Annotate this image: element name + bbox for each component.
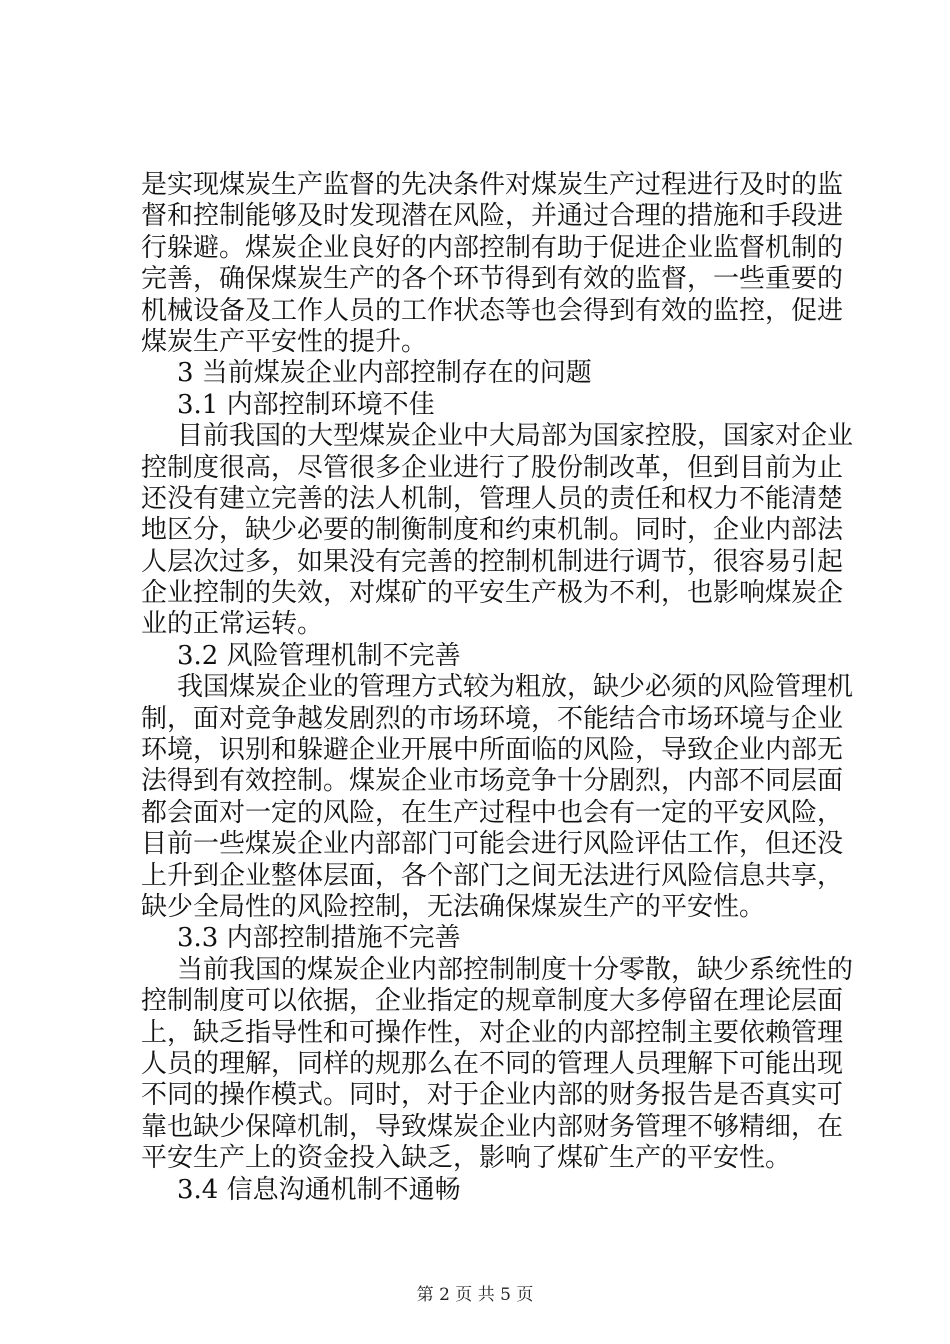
text-line: 法得到有效控制。煤炭企业市场竞争十分剧烈，内部不同层面 <box>141 766 844 797</box>
text-line: 都会面对一定的风险，在生产过程中也会有一定的平安风险， <box>141 797 844 828</box>
subsection-heading: 3.1 内部控制环境不佳 <box>177 389 435 420</box>
text-line: 完善，确保煤炭生产的各个环节得到有效的监督，一些重要的 <box>141 264 844 295</box>
text-line: 人层次过多，如果没有完善的控制机制进行调节，很容易引起 <box>141 546 844 577</box>
text-line: 地区分，缺少必要的制衡制度和约束机制。同时，企业内部法 <box>141 515 844 546</box>
text-line: 环境，识别和躲避企业开展中所面临的风险，导致企业内部无 <box>141 735 844 766</box>
page-number-footer: 第 2 页 共 5 页 <box>416 1285 534 1305</box>
text-line: 缺少全局性的风险控制，无法确保煤炭生产的平安性。 <box>141 891 766 922</box>
text-line: 目前我国的大型煤炭企业中大局部为国家控股，国家对企业 <box>177 421 854 452</box>
text-line: 控制制度可以依据，企业指定的规章制度大多停留在理论层面 <box>141 986 844 1017</box>
text-line: 煤炭生产平安性的提升。 <box>141 326 428 357</box>
text-line: 企业控制的失效，对煤矿的平安生产极为不利，也影响煤炭企 <box>141 578 844 609</box>
subsection-heading: 3.4 信息沟通机制不通畅 <box>177 1174 461 1205</box>
text-line: 人员的理解，同样的规那么在不同的管理人员理解下可能出现 <box>141 1048 844 1079</box>
text-line: 督和控制能够及时发现潜在风险，并通过合理的措施和手段进 <box>141 201 844 232</box>
text-line: 制，面对竞争越发剧烈的市场环境，不能结合市场环境与企业 <box>141 703 844 734</box>
text-line: 我国煤炭企业的管理方式较为粗放，缺少必须的风险管理机 <box>177 672 854 703</box>
text-line: 上，缺乏指导性和可操作性，对企业的内部控制主要依赖管理 <box>141 1017 844 1048</box>
text-line: 当前我国的煤炭企业内部控制制度十分零散，缺少系统性的 <box>177 954 854 985</box>
text-line: 靠也缺少保障机制，导致煤炭企业内部财务管理不够精细，在 <box>141 1111 844 1142</box>
section-heading: 3 当前煤炭企业内部控制存在的问题 <box>177 358 592 389</box>
subsection-heading: 3.3 内部控制措施不完善 <box>177 923 461 954</box>
text-line: 还没有建立完善的法人机制，管理人员的责任和权力不能清楚 <box>141 483 844 514</box>
text-line: 是实现煤炭生产监督的先决条件对煤炭生产过程进行及时的监 <box>141 170 844 200</box>
subsection-heading: 3.2 风险管理机制不完善 <box>177 640 461 671</box>
text-line: 机械设备及工作人员的工作状态等也会得到有效的监控，促进 <box>141 295 844 326</box>
document-body <box>141 170 854 1206</box>
text-line: 行躲避。煤炭企业良好的内部控制有助于促进企业监督机制的 <box>141 232 844 263</box>
text-line: 控制度很高，尽管很多企业进行了股份制改革，但到目前为止 <box>141 452 844 483</box>
text-line: 平安生产上的资金投入缺乏，影响了煤矿生产的平安性。 <box>141 1143 792 1174</box>
text-line: 目前一些煤炭企业内部部门可能会进行风险评估工作，但还没 <box>141 829 844 860</box>
text-line: 上升到企业整体层面，各个部门之间无法进行风险信息共享， <box>141 860 844 891</box>
text-line: 业的正常运转。 <box>141 609 324 640</box>
text-line: 不同的操作模式。同时，对于企业内部的财务报告是否真实可 <box>141 1080 844 1111</box>
